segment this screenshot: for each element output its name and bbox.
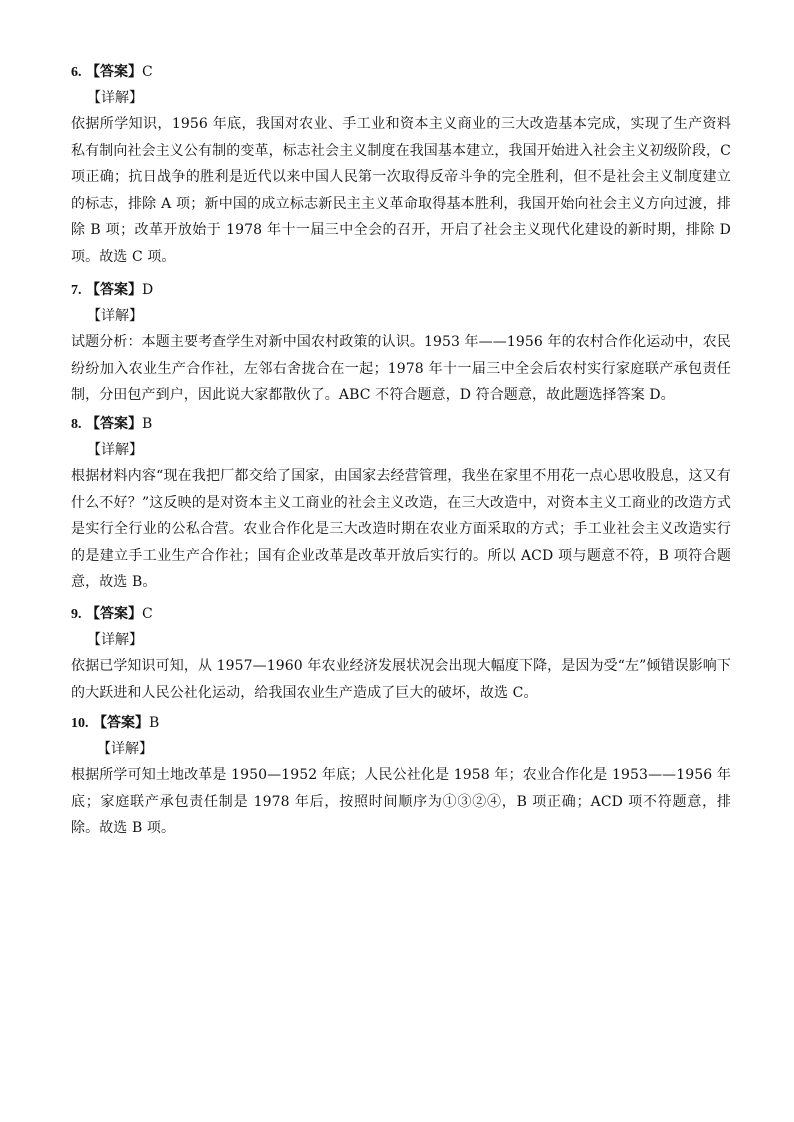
explanation-text: 依据已学知识可知，从 1957—1960 年农业经济发展状况会出现大幅度下降，是因为受“左”倾错误影响下的大跃进和人民公社化运动，给我国农业生产造成了巨大的破坏，故选 C。 [71,658,731,701]
answer-label: 【答案】 [85,416,142,432]
answer-item-10 [71,710,731,842]
question-number: 6. [71,65,82,80]
explanation-text: 依据所学知识，1956 年底，我国对农业、手工业和资本主义商业的三大改造基本完成，实现了生产资料私有制向社会主义公有制的变革，标志社会主义制度在我国基本建立，我国开始进入社会主义初级阶段，C 项正确；抗日战争的胜利是近代以来中国人民第一次取得反帝斗争的完全胜利，但不是社会主义制度建立的标志，排除 A 项；新中国的成立标志新民主主义革命取得基本胜利，我国开始向社会主义方向过渡，排除 B 项；改革开放始于 1978 年十一届三中全会的召开，开启了社会主义现代化建设的新时期，排除 D 项。故选 C 项。 [71,116,731,265]
detail-label: 【详解】 [87,442,143,458]
answer-choice: D [141,282,154,298]
answer-item-9 [71,601,731,706]
detail-label: 【详解】 [87,308,143,324]
detail-label: 【详解】 [97,741,153,757]
answer-line [71,59,731,85]
answer-choice: C [141,64,153,80]
answer-choice: C [141,606,153,622]
question-number: 8. [71,417,82,432]
answer-label: 【答案】 [85,606,142,622]
detail-label: 【详解】 [87,632,143,648]
answer-label: 【答案】 [85,282,142,298]
answer-choice: B [148,715,160,731]
question-number: 10. [71,716,89,731]
explanation-text: 试题分析：本题主要考查学生对新中国农村政策的认识。1953 年——1956 年的农村合作化运动中，农民纷纷加入农业生产合作社，左邻右舍拢合在一起；1978 年十一届三中全会后农村实行家庭联产承包责任制，分田包产到户，因此说大家都散伙了。ABC 不符合题意，D 符合题意，故此题选择答案 D。 [71,334,731,404]
answer-label: 【答案】 [92,715,149,731]
detail-label: 【详解】 [87,90,143,106]
question-number: 7. [71,283,82,298]
answer-label: 【答案】 [85,64,142,80]
answer-line [71,601,731,627]
explanation-text: 根据所学可知土地改革是 1950—1952 年底；人民公社化是 1958 年；农业合作化是 1953——1956 年底；家庭联产承包责任制是 1978 年后，按照时间顺序为①③②④，B 项正确；ACD 项不符题意，排除。故选 B 项。 [71,767,731,837]
answer-item-7 [71,277,731,409]
answer-item-8 [71,411,731,596]
answer-line [71,277,731,303]
question-number: 9. [71,607,82,622]
answer-item-6 [71,59,731,271]
answer-line [71,710,731,736]
answer-line [71,411,731,437]
answer-choice: B [141,416,153,432]
explanation-text: 根据材料内容“现在我把厂都交给了国家，由国家去经营管理，我坐在家里不用花一点心思收股息，这又有什么不好？”这反映的是对资本主义工商业的社会主义改造，在三大改造中，对资本主义工商业的改造方式是实行全行业的公私合营。农业合作化是三大改造时期在农业方面采取的方式；手工业社会主义改造实行的是建立手工业生产合作社；国有企业改革是改革开放后实行的。所以 ACD 项与题意不符，B 项符合题意，故选 B。 [71,468,731,591]
